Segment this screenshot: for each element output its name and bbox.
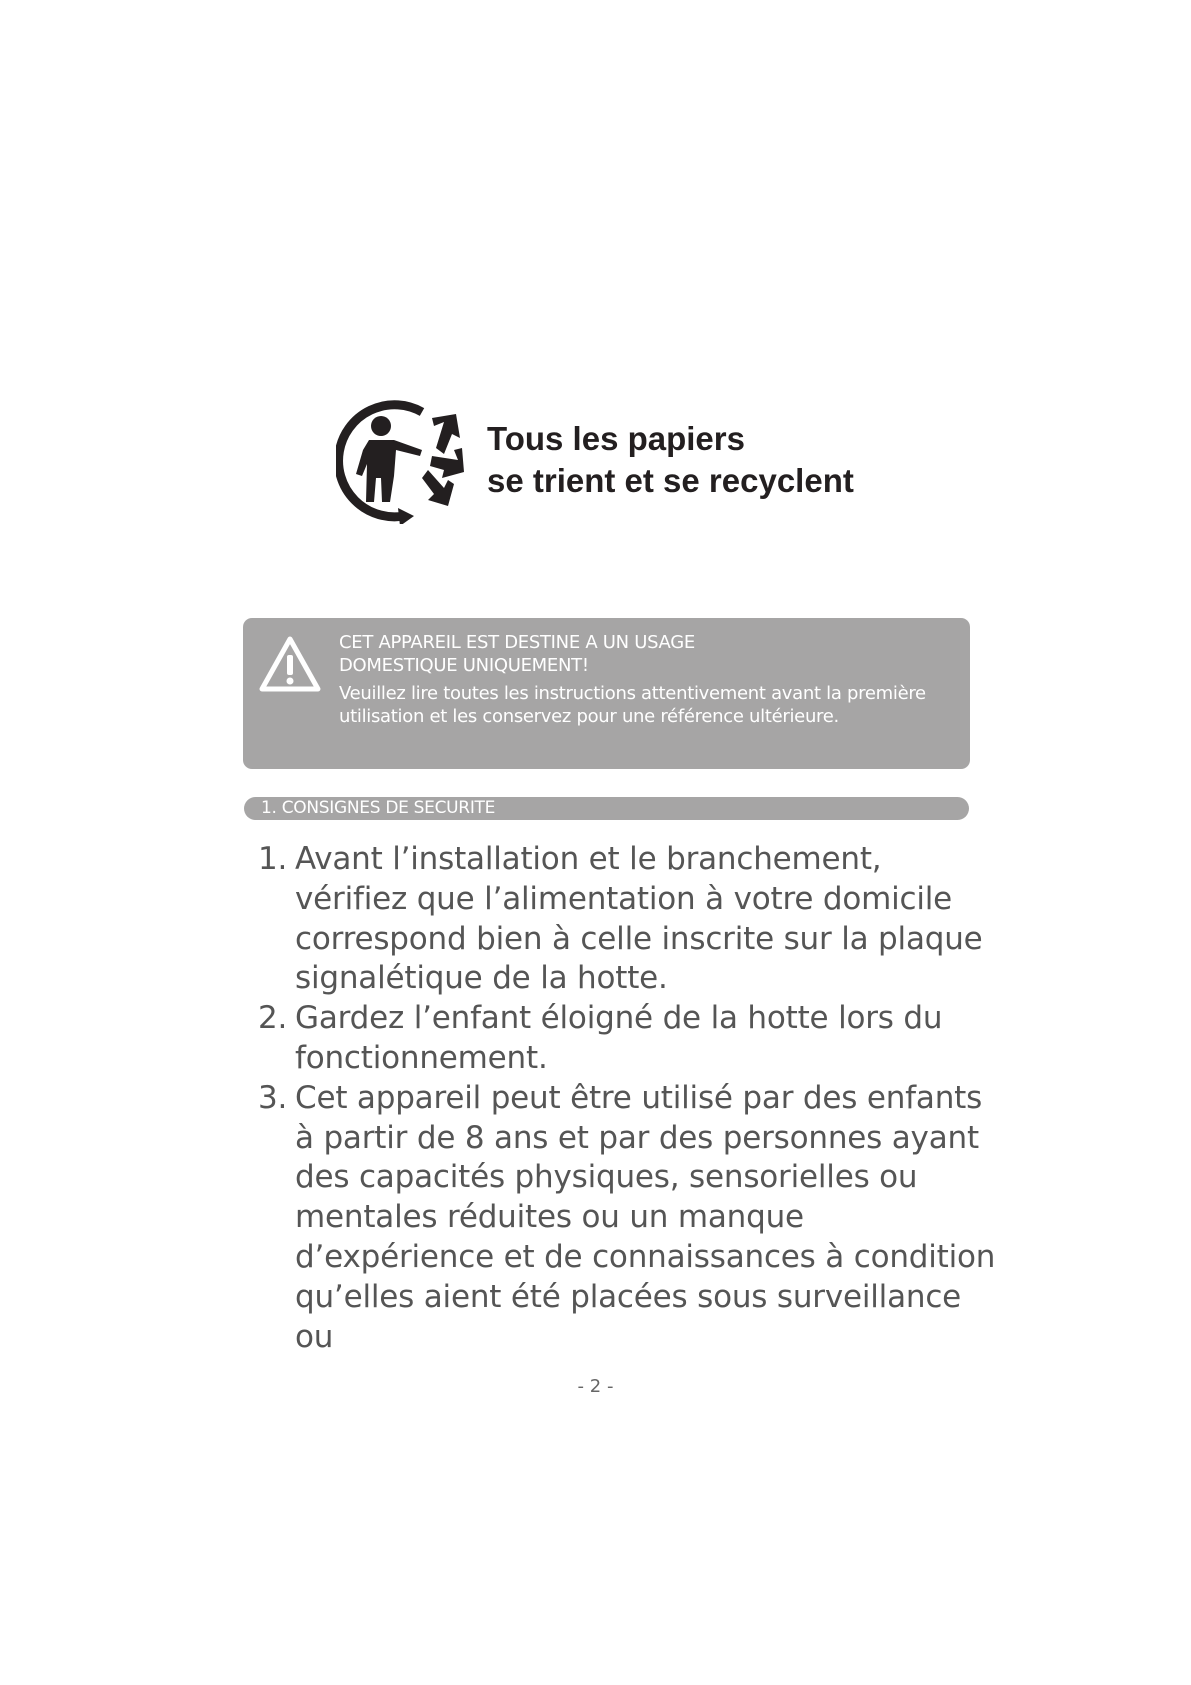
list-item-text: Avant l’installation et le branchement, vérifiez que l’alimentation à votre domicile correspond bien à celle inscrite sur la plaque signalétique de la hotte. — [295, 841, 983, 997]
list-item-number: 1. — [258, 841, 288, 877]
recycling-line-1: Tous les papiers — [487, 420, 745, 457]
list-item-number: 2. — [258, 1000, 288, 1037]
list-item — [256, 999, 996, 1079]
warning-heading-line-1: CET APPAREIL EST DESTINE A UN USAGE — [339, 632, 695, 653]
recycling-line-2: se trient et se recyclent — [487, 462, 854, 499]
safety-instructions-list — [256, 840, 996, 1357]
page-number: - 2 - — [577, 1376, 614, 1397]
list-item — [256, 840, 996, 999]
triman-recycling-icon — [336, 398, 466, 524]
recycling-message — [487, 418, 854, 502]
warning-triangle-icon — [258, 635, 322, 693]
list-item — [256, 1079, 996, 1358]
list-item-text: Gardez l’enfant éloigné de la hotte lors du fonctionnement. — [295, 1000, 943, 1076]
section-heading-bar — [244, 797, 969, 820]
warning-text — [339, 631, 959, 728]
list-item-text: Cet appareil peut être utilisé par des enfants à partir de 8 ans et par des personnes ayant des capacités physiques, sensorielles ou mentales réduites ou un manque d’expérience et de connaissances à condition qu’elles aient été placées sous surveillance ou — [295, 1079, 996, 1355]
list-item-number: 3. — [258, 1079, 288, 1116]
section-title: 1. CONSIGNES DE SECURITE — [261, 798, 496, 818]
warning-body: Veuillez lire toutes les instructions attentivement avant la première utilisation et les conservez pour une référence ultérieure. — [339, 683, 926, 727]
warning-banner — [243, 618, 970, 769]
warning-heading-line-2: DOMESTIQUE UNIQUEMENT! — [339, 655, 589, 676]
warning-heading — [339, 631, 959, 677]
